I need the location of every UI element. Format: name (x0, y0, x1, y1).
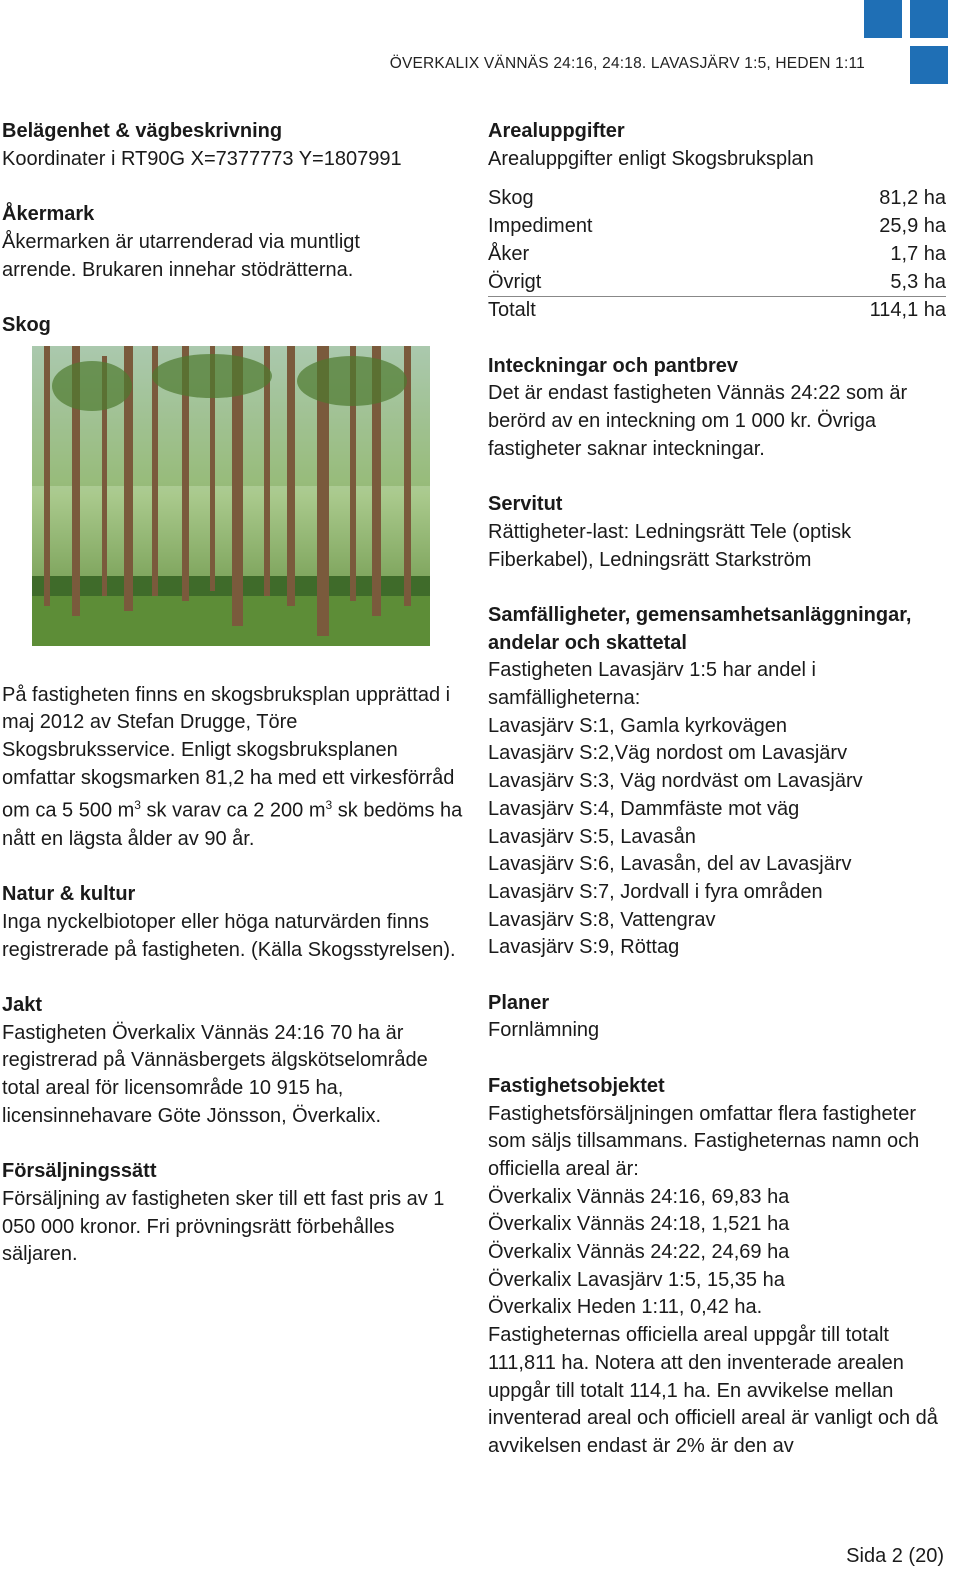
inteckningar-heading: Inteckningar och pantbrev (488, 354, 739, 377)
skog-text: På fastigheten finns en skogsbruksplan upprättad i maj 2012 av Stefan Drugge, Töre Skogsbruksservice. Enligt skogsbruksplanen omfattar skogsmarken 81,2 ha med ett virkesförråd om ca 5 500 $m^3$ sk varav ca 2 200 $m^3$ sk bedöms ha nått en lägsta ålder av 90 år. (2, 683, 463, 850)
table-row: Övrigt 5,3 ha (488, 270, 946, 293)
list-item: Överkalix Lavasjärv 1:5, 15,35 ha (488, 1268, 785, 1291)
fastighetsobjektet-intro: Fastighetsförsäljningen omfattar flera fastigheter som säljs tillsammans. Fastigheternas namn och officiella areal är: (488, 1102, 920, 1180)
areal-heading: Arealuppgifter (488, 120, 625, 142)
inteckningar-text: Det är endast fastigheten Vännäs 24:22 som är berörd av en inteckning om 1 000 kr. Övriga fastigheter saknar inteckningar. (488, 382, 908, 460)
company-logo (864, 0, 950, 86)
samfalligheter-heading: Samfälligheter, gemensamhetsanläggningar, andelar och skattetal (488, 603, 912, 654)
planer-text: Fornlämning (488, 1019, 600, 1042)
left-column (2, 118, 467, 1269)
list-item: Överkalix Heden 1:11, 0,42 ha. (488, 1296, 763, 1319)
list-item: Lavasjärv S:6, Lavasån, del av Lavasjärv (488, 853, 852, 876)
table-row: Impediment 25,9 ha (488, 215, 946, 238)
jakt-text: Fastigheten Överkalix Vännäs 24:16 70 ha är registrerad på Vännäsbergets älgskötselområde total areal för licensområde 10 915 ha, licensinnehavare Göte Jönsson, Överkalix. (2, 1021, 428, 1127)
list-item: Överkalix Vännäs 24:18, 1,521 ha (488, 1213, 790, 1236)
forsaljning-heading: Försäljningssätt (2, 1160, 157, 1183)
page-header: ÖVERKALIX VÄNNÄS 24:16, 24:18. LAVASJÄRV 1:5, HEDEN 1:11 (389, 55, 865, 72)
planer-heading: Planer (488, 991, 550, 1014)
fastighetsobjektet-outro: Fastigheternas officiella areal uppgår till totalt 111,811 ha. Notera att den inventerade arealen uppgår till totalt 114,1 ha. En avvikelse mellan inventerad areal och officiell areal är vanligt och då avvikelsen endast är 2% är den av (488, 1324, 938, 1457)
list-item: Lavasjärv S:9, Röttag (488, 936, 680, 959)
table-row: Skog 81,2 ha (488, 187, 946, 210)
akermark-text: Åkermarken är utarrenderad via muntligt arrende. Brukaren innehar stödrätterna. (2, 230, 360, 281)
table-row: Åker 1,7 ha (488, 242, 946, 265)
list-item: Lavasjärv S:4, Dammfäste mot väg (488, 797, 800, 820)
jakt-heading: Jakt (2, 993, 43, 1016)
akermark-heading: Åkermark (2, 203, 95, 226)
samfalligheter-intro: Fastigheten Lavasjärv 1:5 har andel i samfälligheterna: (488, 659, 816, 710)
table-row-total: Totalt 114,1 ha (488, 297, 946, 325)
servitut-heading: Servitut (488, 493, 563, 516)
areal-subtitle: Arealuppgifter enligt Skogsbruksplan (488, 147, 814, 170)
natur-heading: Natur & kultur (2, 883, 136, 906)
list-item: Lavasjärv S:5, Lavasån (488, 825, 696, 848)
list-item: Lavasjärv S:8, Vattengrav (488, 908, 716, 931)
forsaljning-text: Försäljning av fastigheten sker till ett fast pris av 1 050 000 kronor. Fri prövningsrätt förbehålles säljaren. (2, 1187, 445, 1266)
belagenhet-heading: Belägenhet & vägbeskrivning (2, 120, 283, 142)
list-item: Överkalix Vännäs 24:22, 24,69 ha (488, 1241, 790, 1264)
forest-photo (32, 346, 430, 646)
servitut-text: Rättigheter-last: Ledningsrätt Tele (optisk Fiberkabel), Ledningsrätt Starkström (488, 520, 852, 571)
right-column (488, 118, 948, 1461)
fastighetsobjektet-heading: Fastighetsobjektet (488, 1074, 665, 1097)
list-item: Lavasjärv S:2,Väg nordost om Lavasjärv (488, 742, 848, 765)
list-item: Lavasjärv S:3, Väg nordväst om Lavasjärv (488, 770, 863, 793)
list-item: Lavasjärv S:1, Gamla kyrkovägen (488, 714, 788, 737)
page-number: Sida 2 (20) (846, 1545, 944, 1567)
area-table (488, 185, 946, 325)
list-item: Överkalix Vännäs 24:16, 69,83 ha (488, 1185, 790, 1208)
skog-heading: Skog (2, 313, 51, 336)
natur-text: Inga nyckelbiotoper eller höga naturvärden finns registrerade på fastigheten. (Källa Skogsstyrelsen). (2, 910, 456, 961)
belagenhet-text: Koordinater i RT90G X=7377773 Y=1807991 (2, 147, 402, 170)
list-item: Lavasjärv S:7, Jordvall i fyra områden (488, 880, 823, 903)
